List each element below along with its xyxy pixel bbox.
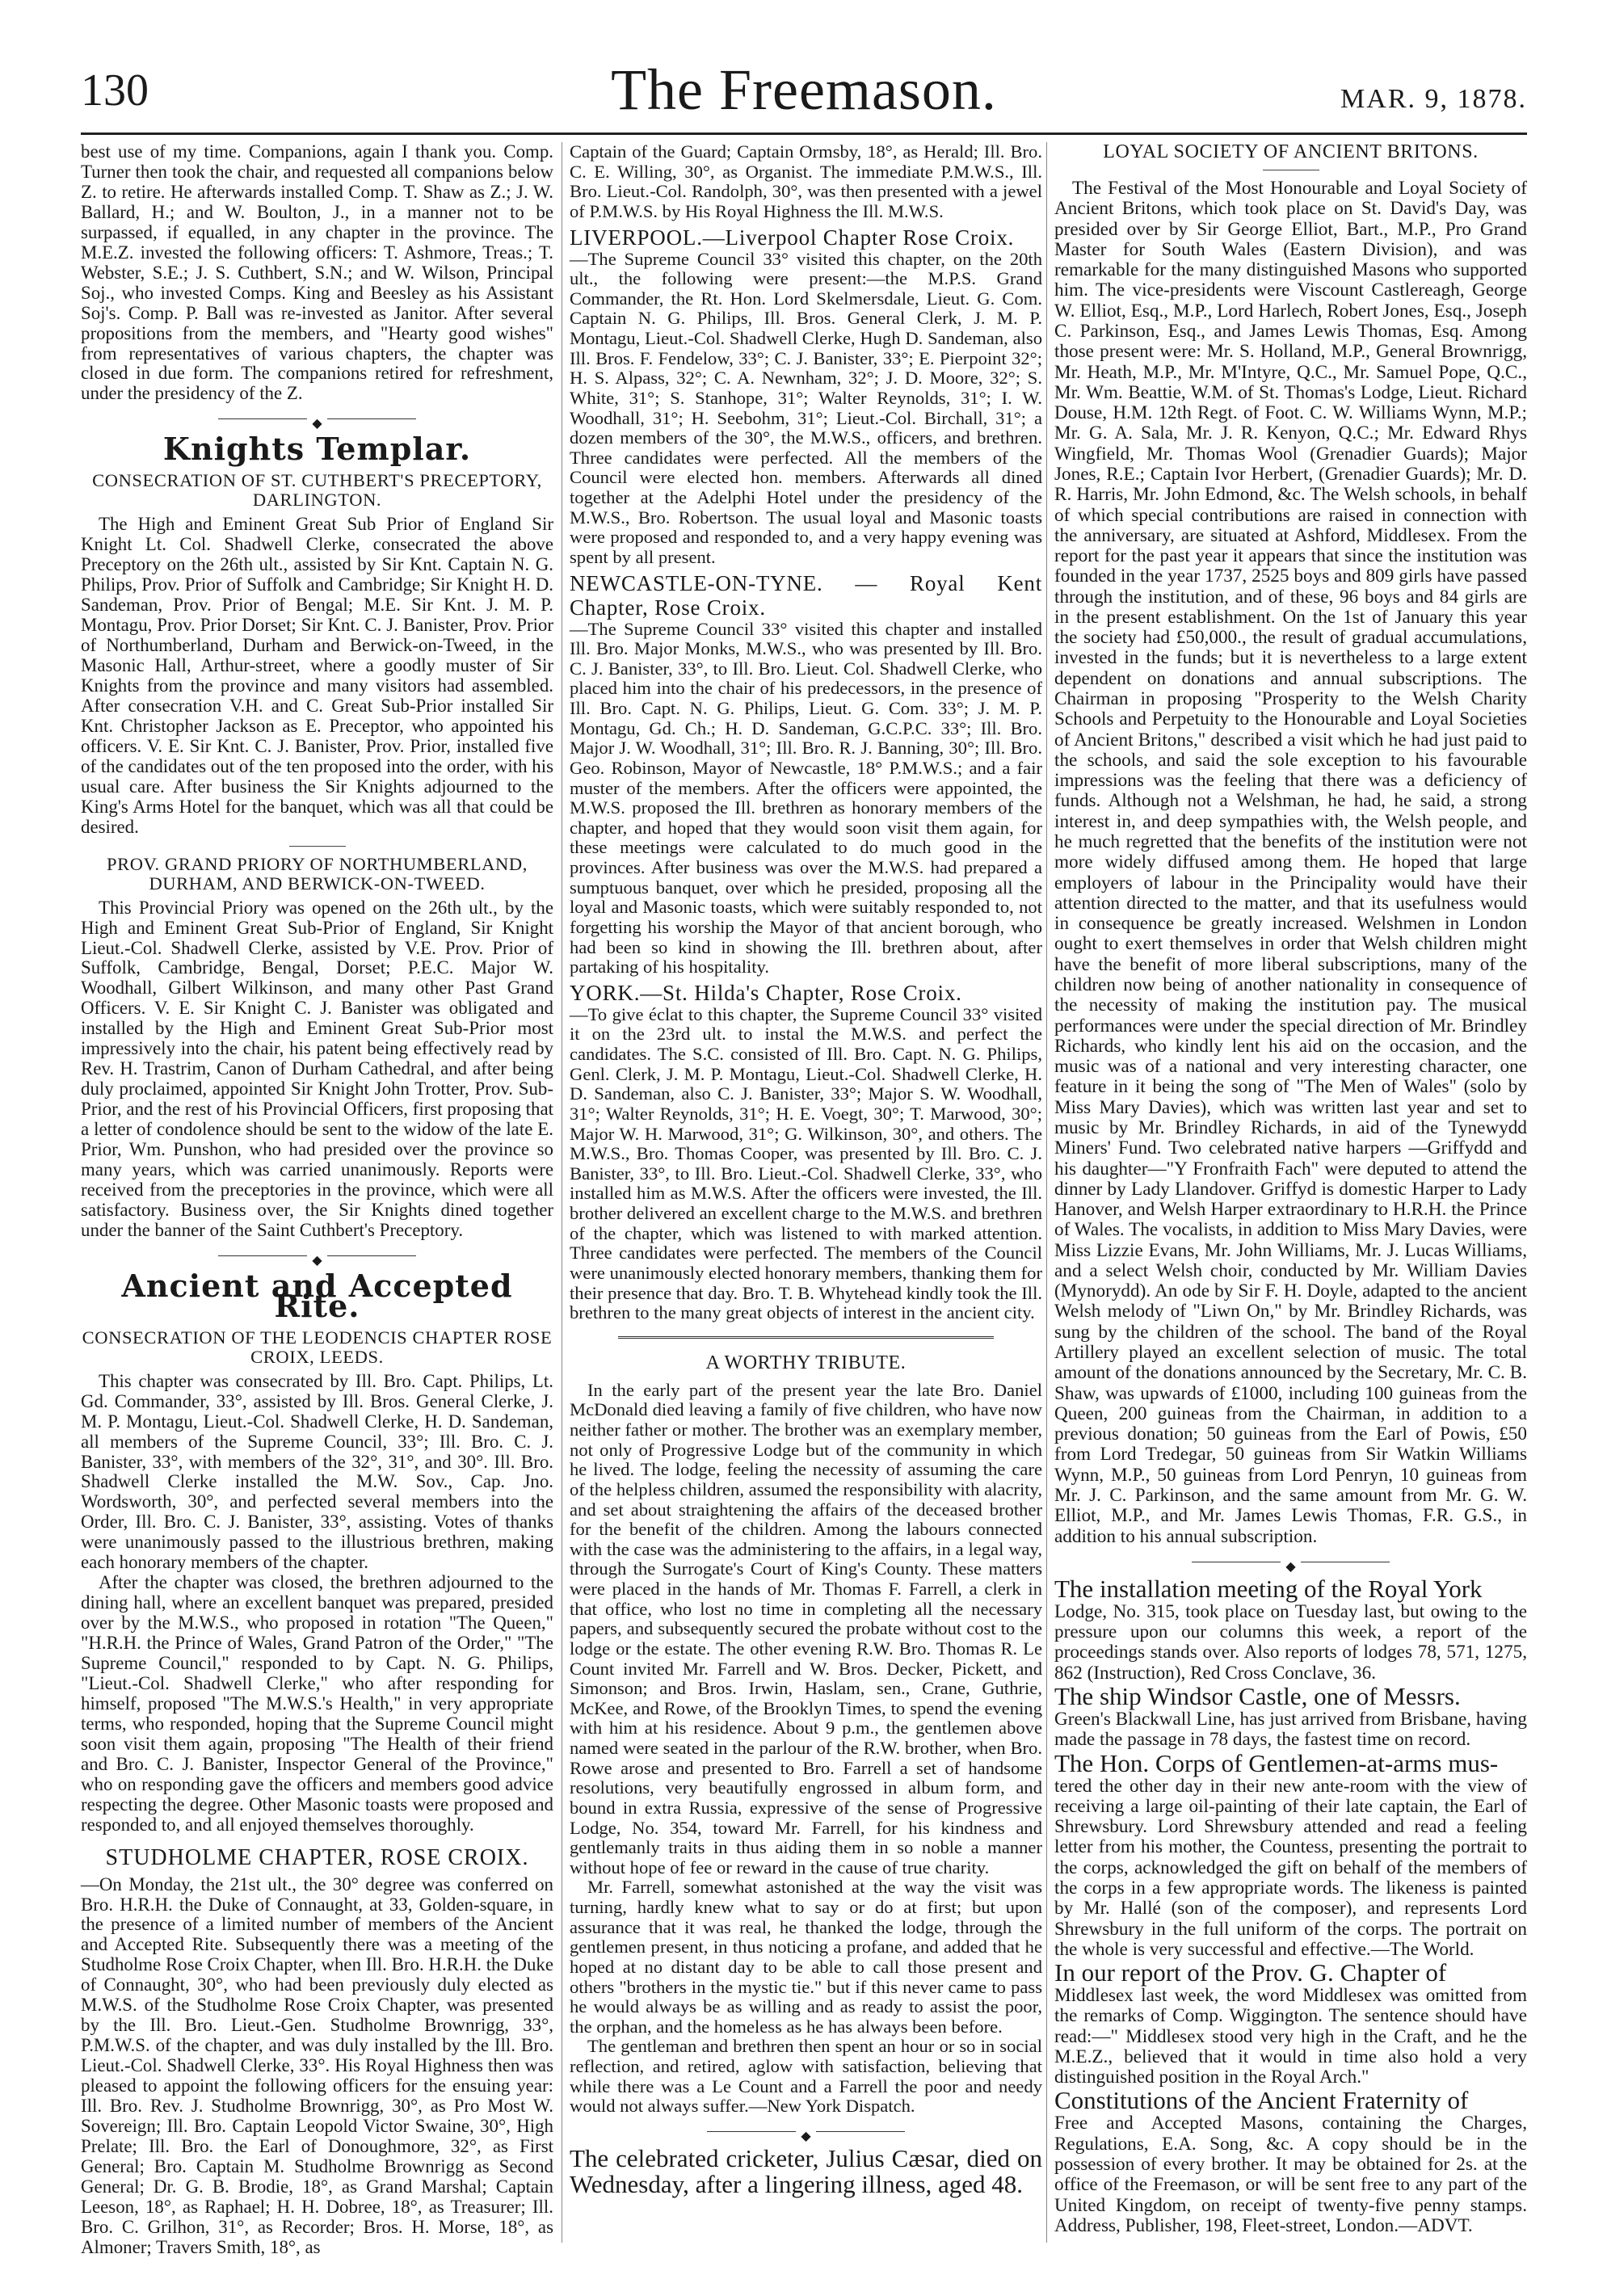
article-title: CONSECRATION OF THE LEODENCIS CHAPTER ROSE CROIX, LEEDS. xyxy=(82,1327,553,1367)
article-body: —On Monday, the 21st ult., the 30° degree was conferred on Bro. H.R.H. the Duke of Connaught, at 33, Golden-square, in the presence of a limited number of members of the Ancient and Accepted Rite. Subsequently there was a meeting of the Studholme Rose Croix Chapter, when Ill. Bro. H.R.H. the Duke of Connaught, 30°, who had been previously duly elected as M.W.S. of the Studholme Rose Croix Chapter, was presented by the Ill. Bro. Lieut.-Gen. Studholme Brownrigg, 33°, P.M.W.S. of the chapter, and was duly installed by the Ill. Bro. Lieut.-Col. Shadwell Clerke, 33°. His Royal Highness then was pleased to appoint the following officers for the ensuing year: Ill. Bro. Rev. J. Studholme Brownrigg, 30°, as Pro Most W. Sovereign; Ill. Bro. Captain Leopold Victor Swaine, 30°, High Prelate; Ill. Bro. the Earl of Donoughmore, 32°, as First General; Bro. Captain M. Studholme Brownrigg as Second General; Dr. G. B. Brodie, 18°, as Grand Marshal; Captain Leeson, 18°, as Raphael; H. H. Dobree, 18°, as Treasurer; Ill. Bro. C. Grilhon, 31°, as Recorder; Bros. H. Morse, 18°, as Almoner; Travers Smith, 18°, as xyxy=(81,1873,553,2257)
masthead xyxy=(81,57,1527,129)
section-ornament: ◆ xyxy=(81,412,553,425)
article-title: STUDHOLME CHAPTER, ROSE CROIX. xyxy=(105,1844,529,1870)
news-item-lead: In our report of the Prov. G. Chapter of xyxy=(1054,1958,1447,1987)
news-item-body: tered the other day in their new ante-room with the view of receiving a large oil-painting of their late captain, the Earl of Shrewsbury. Lord Shrewsbury attended and read a feeling letter from his mother, the Countess, presenting the portrait to the corps, acknowledged the gift on behalf of the members of the corps in a few appropriate words. The likeness is painted by Mr. Hallé (son of the composer), and represents Lord Shrewsbury in the full uniform of the corps. The portrait on the whole is very successful and effective.—The World. xyxy=(1054,1775,1527,1960)
article-body: This Provincial Priory was opened on the 26th ult., by the High and Eminent Great Sub-Prior of England, Sir Knight Lieut.-Col. Shadwell Clerke, assisted by V.E. Prov. Prior of Suffolk, Cambridge, Bengal, Dorset; P.E.C. Major W. Woodhall, Gilbert Wilkinson, and many other Past Grand Officers. V. E. Sir Knight C. J. Banister was obligated and installed by the High and Eminent Great Sub-Prior most impressively into the chair, his patent being effectively read by Rev. H. Trastrim, Canon of Durham Cathedral, and after being duly proclaimed, appointed Sir Knight John Trotter, Prov. Sub-Prior, and the rest of his Provincial Officers, first proposing that a letter of condolence should be sent to the widow of the late E. Prior, Wm. Punshon, who had presided over the province so many years, which was carried unanimously. Reports were received from the preceptories in the province, which were all satisfactory. Business over, the Sir Knights dined together under the banner of the Saint Cuthbert's Preceptory. xyxy=(81,897,553,1240)
news-item-lead: The installation meeting of the Royal York xyxy=(1054,1574,1483,1603)
column-2 xyxy=(570,142,1042,2197)
section-heading-ancient-accepted-rite: Ancient and Accepted Rite. xyxy=(121,1267,513,1324)
news-item-body: Free and Accepted Masons, containing the Charges, Regulations, E.A. Song, &c. A copy should be in the possession of every brother. It may be obtained for 2s. at the office of the Freemason, or will be sent free to any part of the United Kingdom, on receipt of twenty-five penny stamps. Address, Publisher, 198, Fleet-street, London.—ADVT. xyxy=(1054,2113,1527,2236)
column-divider xyxy=(1046,142,1047,2243)
section-heading-knights-templar: Knights Templar. xyxy=(162,431,472,468)
column-1 xyxy=(81,142,553,2258)
news-item-lead: Constitutions of the Ancient Fraternity of xyxy=(1054,2086,1469,2115)
article-body: The Festival of the Most Honourable and Loyal Society of Ancient Britons, which took place on St. David's Day, was presided over by Sir George Elliot, Bart., M.P., Pro Grand Master for South Wales (Eastern Division), and was remarkable for the many distinguished Masons who supported him. The vice-presidents were Viscount Castlereagh, George W. Elliot, Esq., M.P., Lord Harlech, Robert Jones, Esq., Joseph C. Parkinson, Esq., and James Lewis Thomas, Esq. Among those present were: Mr. S. Holland, M.P., General Brownrigg, Mr. Heath, M.P., Mr. M'Intyre, Q.C., Mr. Samuel Pope, Q.C., Mr. Wm. Beattie, W.M. of St. Thomas's Lodge, Lieut. Richard Douse, H.M. 12th Regt. of Foot. C. W. Williams Wynn, M.P.; Mr. G. A. Sala, Mr. J. R. Kenyon, Q.C.; Mr. Edward Rhys Wingfield, Mr. Thomas Wool (Grenadier Guards); Major Jones, R.E.; Captain Ivor Herbert, (Grenadier Guards); Mr. D. R. Harris, Mr. John Edmond, &c. The Welsh schools, in behalf of which special contributions are raised in connection with the anniversary, are situated at Ashford, Middlesex. From the report for the past year it appears that since the institution was founded in the year 1737, 2525 boys and 809 girls have passed through the institution, and of these, 96 boys and 84 girls are in the present establishment. On the 1st of January this year the society had £50,000., the result of gradual accumulations, invested in the funds; but it is nevertheless to a large extent dependent on donations and annual subscriptions. The Chairman in proposing "Prosperity to the Welsh Charity Schools and Perpetuity to the Honourable and Loyal Societies of Ancient Britons," described a visit which he had just paid to the schools, and said the sole exception to his favourable impressions was the feeling that there was a deficiency of funds. Although not a Welshman, he had, he said, a strong interest in, and deep sympathies with, the Welsh people, and he much regretted that the benefits of the institution were not more widely diffused among them. He hoped that large employers of labour in the Principality would have their attention directed to the matter, and that its usefulness would in consequence be greatly increased. Welshmen in London ought to exert themselves in order that Welsh children might have the benefit of more liberal subscriptions, many of the children now being of another nationality in consequence of the necessity of making the institution pay. The musical performances were under the special direction of Mr. Brindley Richards, who kindly lent his aid on the occasion, and the music was of a national and very interesting character, one feature in it being the song of "The Men of Wales" (solo by Miss Mary Davies), which was written last year and set to music by Mr. Brindley Richards, in aid of the Tynewydd Miners' Fund. Two celebrated native harpers —Griffydd and his daughter—"Y Fronfraith Fach" were deputed to attend the dinner by Lady Llandover. Griffyd is domestic Harper to Lady Hanover, and Welsh Harper extraordinary to H.R.H. the Prince of Wales. The vocalists, in addition to Miss Mary Davies, were Miss Lizzie Evans, Mr. John Williams, Mr. J. Lucas Williams, and a select Welsh choir, conducted by Mr. William Davies (Mynorydd). An ode by Sir F. H. Doyle, adapted to the ancient Welsh melody of "Liwn On," by Mr. Brindley Richards, was sung by the children of the school. The band of the Royal Artillery played an excellent selection of music. The total amount of the donations announced by the Secretary, Mr. C. B. Shaw, was upwards of £1000, including 100 guineas from the Queen, 200 guineas from the Chairman, in addition to a previous donation; 50 guineas from the Earl of Powis, £50 from Lord Tredegar, 50 guineas from Sir Watkin Williams Wynn, M.P., 50 guineas from Lord Penryn, 10 guineas from Mr. J. C. Parkinson, and the same amount from Mr. G. W. Elliot, M.P., and Mr. James Lewis Thomas, F.R. G.S., in addition to his annual subscription. xyxy=(1054,178,1527,1547)
article-body: In the early part of the present year the late Bro. Daniel McDonald died leaving a family of five children, who have now neither father or mother. The brother was an exemplary member, not only of Progressive Lodge but of the community in which he lived. The lodge, feeling the necessity of assuming the care of the helpless children, assumed the responsibility with alacrity, and set about straightening the affairs of the deceased brother for the benefit of the children. Among the labours connected with the case was the administering to the affairs, in a legal way, through the Surrogate's Court of King's County. These matters were placed in the hands of Mr. Thomas F. Farrell, a clerk in that office, who lost no time in completing all the necessary papers, and subsequently secured the probate without cost to the lodge or the estate. The other evening R.W. Bro. Thomas R. Le Count invited Mr. Farrell and W. Bros. Decker, Pickett, and Simonson; and Bros. Irwin, Haslam, sen., Crane, Guthrie, McKee, and Rowe, of the Brooklyn Times, to spend the evening with him at his residence. About 9 p.m., the gentlemen above named were seated in the parlour of the R.W. brother, when Bro. Rowe arose and presented to Bro. Farrell a set of handsome resolutions, very beautifully engrossed in album form, and bound in extra Russia, expressive of the sense of Progressive Lodge, No. 354, toward Mr. Farrell, for his kindness and gentlemanly traits in thus aiding them in so noble a manner without hope of fee or reward in the cause of true charity. xyxy=(570,1379,1042,1878)
newspaper-title: The Freemason. xyxy=(611,57,997,122)
news-item-body: Lodge, No. 315, took place on Tuesday last, but owing to the pressure upon our columns this week, a report of the proceedings stands over. Also reports of lodges 78, 571, 1275, 862 (Instruction), Red Cross Conclave, 36. xyxy=(1054,1600,1527,1684)
article-continuation: Captain of the Guard; Captain Ormsby, 18°, as Herald; Ill. Bro. C. E. Willing, 30°, as Organist. The immediate P.M.W.S., Ill. Bro. Lieut.-Col. Randolph, 30°, was then presented with a jewel of P.M.W.S. by His Royal Highness the Ill. M.W.S. xyxy=(570,141,1042,221)
article-body: —The Supreme Council 33° visited this chapter and installed Ill. Bro. Major Monks, M.W.S., who was presented by Ill. Bro. C. J. Banister, 33°, to Ill. Bro. Lieut. Col. Shadwell Clerke, who placed him into the chair of his predecessors, in the presence of Ill. Bro. Capt. N. G. Philips, Lieut. G. Com. 33°; J. M. P. Montagu, Gd. Ch.; H. D. Sandeman, G.C.P.C. 33°; Ill. Bro. Major J. W. Woodhall, 31°; Ill. Bro. R. J. Banning, 30°; Ill. Bro. Geo. Robinson, Mayor of Newcastle, 18° P.M.W.S.; and a fair muster of the members. After the officers were appointed, the M.W.S. proposed the Ill. brethren as honorary members of the chapter, and hoped that they would soon visit them again, for these meetings were calculated to do much good in the provinces. After business was over the M.W.S. had prepared a sumptuous banquet, over which he presided, proposing all the loyal and Masonic toasts, which were suitably responded to, not forgetting his worship the Mayor of that ancient borough, who had been so kind in showing the Ill. brethren about, after partaking of his hospitality. xyxy=(570,618,1042,978)
article-title: NEWCASTLE-ON-TYNE. — Royal Kent Chapter, Rose Croix. xyxy=(570,570,1042,620)
news-item: The celebrated cricketer, Julius Cæsar, died on Wednesday, after a lingering illness, aged 48. xyxy=(570,2143,1042,2198)
page-number: 130 xyxy=(81,65,149,116)
issue-date: MAR. 9, 1878. xyxy=(1340,84,1527,114)
article-body: The gentleman and brethren then spent an hour or so in social reflection, and retired, aglow with satisfaction, believing that while there was a Le Count and a Farrell the poor and needy would not always suffer.—New York Dispatch. xyxy=(570,2036,1042,2117)
article-continuation: best use of my time. Companions, again I thank you. Comp. Turner then took the chair, and requested all companions below Z. to retire. He afterwards installed Comp. T. Shaw as Z.; J. W. Ballard, H.; and W. Boulton, J., in a manner not to be surpassed, if equalled, in any chapter in the province. The M.E.Z. invested the following officers: T. Ashmore, Treas.; T. Webster, S.E.; J. S. Cuthbert, S.N.; and W. Wilson, Principal Soj., who invested Comps. King and Beesley as his Assistant Soj's. Comp. P. Ball was re-invested as Janitor. After several propositions from the members, and "Hearty good wishes" from representatives of various chapters, the chapter was closed in due form. The companions retired for refreshment, under the presidency of the Z. xyxy=(81,141,553,404)
article-body: —The Supreme Council 33° visited this chapter, on the 20th ult., the following were present:—the M.P.S. Grand Commander, the Rt. Hon. Lord Skelmersdale, Lieut. G. Com. Captain N. G. Philips, Ill. Bros. General Clerk, J. M. P. Montagu, Lieut.-Col. Shadwell Clerke, Hugh D. Sandeman, also Ill. Bros. F. Fendelow, 33°; C. J. Banister, 33°; E. Pierpoint 32°; H. S. Alpass, 32°; C. A. Newnham, 32°; J. D. Moore, 32°; S. White, 31°; S. Stanhope, 31°; Walter Reynolds, 31°; I. W. Woodhall, 31°; H. Seebohm, 31°; Lieut.-Col. Birchall, 31°; a dozen members of the 30°, the M.W.S., officers, and brethren. Three candidates were perfected. All the members of the Council were elected hon. members. Afterwards all dined together at the Adelphi Hotel under the presidency of the M.W.S., Bro. Robertson. The usual loyal and Masonic toasts were proposed and responded to, and a very happy evening was spent by all present. xyxy=(570,248,1042,567)
section-ornament: ◆ xyxy=(570,2125,1042,2138)
news-item-lead: The ship Windsor Castle, one of Messrs. xyxy=(1054,1681,1461,1710)
section-ornament: ◆ xyxy=(81,1249,553,1262)
article-body: This chapter was consecrated by Ill. Bro. Capt. Philips, Lt. Gd. Commander, 33°, assisted by Ill. Bros. General Clerke, J. M. P. Montagu, Lieut.-Col. Shadwell Clerke, H. D. Sandeman, all members of the Supreme Council, 33°; Ill. Bro. C. J. Banister, 33°, with members of the 32°, 31°, and 30°. Ill. Bro. Shadwell Clerke installed the M.W. Sov., Cap. Jno. Wordsworth, 30°, and perfected several members into the Order, Ill. Bro. C. J. Banister, 33°, assisting. Votes of thanks were unanimously passed to the illustrious brethren, making each honorary members of the chapter. xyxy=(81,1370,553,1573)
article-title: YORK.—St. Hilda's Chapter, Rose Croix. xyxy=(570,980,962,1005)
section-ornament: ◆ xyxy=(1054,1555,1527,1568)
news-item-body: Middlesex last week, the word Middlesex was omitted from the remarks of Comp. Wiggington. The sentence should have read:—" Middlesex stood very high in the Craft, and he the M.E.Z., believed that it would in time also hold a very distinguished position in the Royal Arch." xyxy=(1054,1985,1527,2088)
column-3 xyxy=(1054,142,1527,2236)
short-rule xyxy=(289,846,346,847)
article-body: After the chapter was closed, the brethren adjourned to the dining hall, where an excellent banquet was prepared, presided over by the M.W.S., who proposed in rotation "The Queen," "H.R.H. the Prince of Wales, Grand Patron of the Order," "The Supreme Council," responded to by Capt. N. G. Philips, "Lieut.-Col. Shadwell Clerke," who after responding for himself, proposed "The M.W.S.'s Health," in very appropriate terms, who responded, hoping that the Supreme Council might soon visit them again, proposing "The Health of their friend and Bro. C. J. Banister, Inspector General of the Province," who on responding gave the officers and members good advice respecting the degree. Other Masonic toasts were proposed and responded to, and all enjoyed themselves thoroughly. xyxy=(81,1572,553,1835)
news-item-body: Green's Blackwall Line, has just arrived from Brisbane, having made the passage in 78 days, the fastest time on record. xyxy=(1054,1708,1527,1751)
article-body: —To give éclat to this chapter, the Supreme Council 33° visited it on the 23rd ult. to instal the M.W.S. and perfect the candidates. The S.C. consisted of Ill. Bro. Capt. N. G. Philips, Genl. Clerk, J. M. P. Montagu, Lieut.-Col. Shadwell Clerke, H. D. Sandeman, also C. J. Banister, 33°; Major S. W. Woodhall, 31°; Walter Reynolds, 31°; H. E. Voegt, 30°; T. Marwood, 30°; Major W. H. Marwood, 31°; G. Wilkinson, 30°, and others. The M.W.S., Bro. Thomas Cooper, was presented by Ill. Bro. C. J. Banister, 33°, to Ill. Bro. Lieut.-Col. Shadwell Clerke, 33°, who installed him as M.W.S. After the officers were invested, the Ill. brother delivered an excellent charge to the M.W.S. and brethren of the chapter, which was listened to with marked attention. Three candidates were perfected. The members of the Council were unanimously elected honorary members, thanking them for their presence that day. Bro. T. B. Whytehead kindly took the Ill. brethren to the many great objects of interest in the ancient city. xyxy=(570,1003,1042,1323)
article-title: CONSECRATION OF ST. CUTHBERT'S PRECEPTORY, DARLINGTON. xyxy=(92,470,542,511)
double-rule xyxy=(618,1336,994,1342)
header-rule xyxy=(81,132,1527,135)
article-title: A WORTHY TRIBUTE. xyxy=(705,1352,907,1373)
article-body: The High and Eminent Great Sub Prior of England Sir Knight Lt. Col. Shadwell Clerke, consecrated the above Preceptory on the 26th ult., assisted by Sir Knt. Captain N. G. Philips, Prov. Prior of Suffolk and Cambridge; Sir Knight H. D. Sandeman, Prov. Prior of Bengal; M.E. Sir Knt. J. M. P. Montagu, Prov. Prior Dorset; Sir Knt. C. J. Banister, Prov. Prior of Northumberland, Durham and Berwick-on-Tweed, in the Masonic Hall, Arthur-street, where a goodly muster of Sir Knights from the province and many visitors had assembled. After consecration V.H. and C. Great Sub-Prior installed Sir Knt. Christopher Jackson as E. Preceptor, who appointed his officers. V. E. Sir Knt. C. J. Banister, Prov. Prior, installed five of the candidates out of the ten proposed into the order, with his usual care. After business the Sir Knights adjourned to the King's Arms Hotel for the banquet, which was all that could be desired. xyxy=(81,514,553,837)
article-body: Mr. Farrell, somewhat astonished at the way the visit was turning, hardly knew what to say or do at first; but upon assurance that it was real, he thanked the lodge, through the gentlemen present, in thus noticing a profane, and added that he hoped at no distant day to be able to call those present and others "brothers in the mystic tie." but if this never came to pass he would always be as willing and as ready to assist the poor, the orphan, and the homeless as he has always been before. xyxy=(570,1877,1042,2037)
news-item-lead: The Hon. Corps of Gentlemen-at-arms mus- xyxy=(1054,1748,1499,1777)
article-title: LIVERPOOL.—Liverpool Chapter Rose Croix. xyxy=(570,225,1015,250)
article-title: LOYAL SOCIETY OF ANCIENT BRITONS. xyxy=(1103,141,1479,162)
article-title: PROV. GRAND PRIORY OF NORTHUMBERLAND, DURHAM, AND BERWICK-ON-TWEED. xyxy=(107,853,528,894)
